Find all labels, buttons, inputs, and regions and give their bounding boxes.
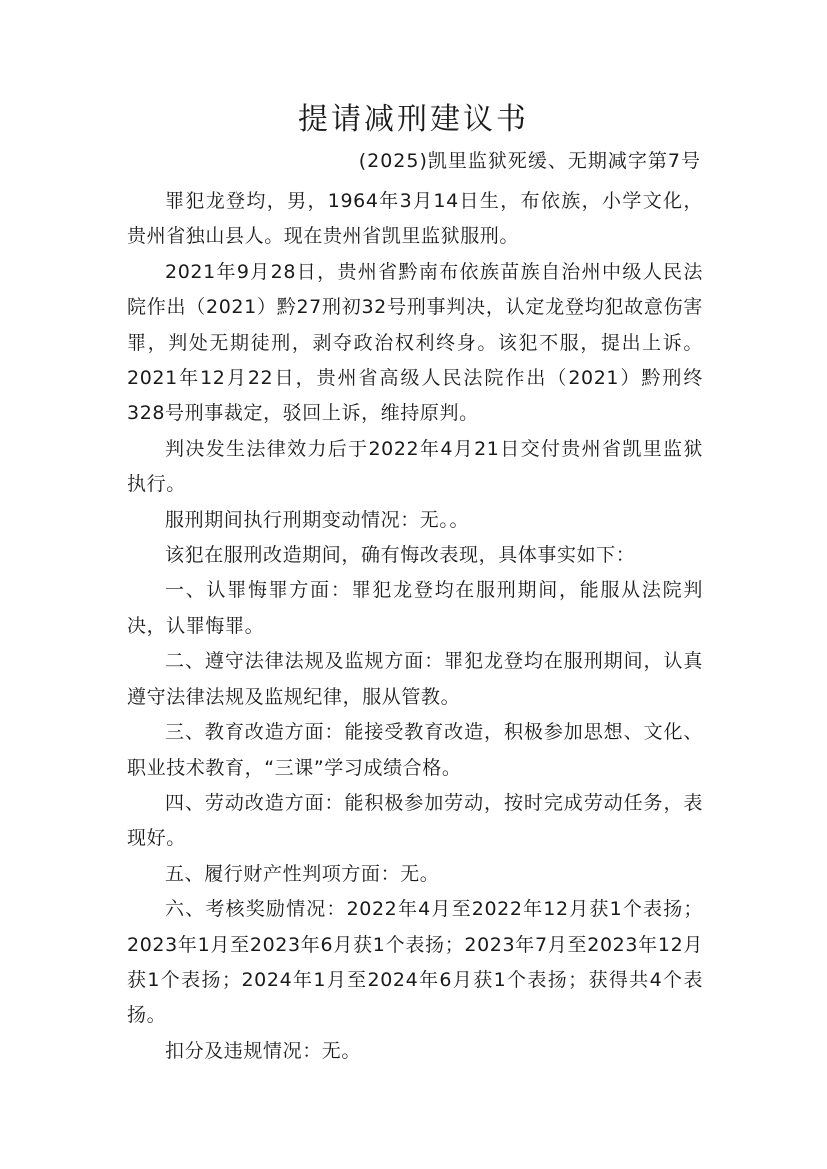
paragraph-education: 三、教育改造方面：能接受教育改造，积极参加思想、文化、职业技术教育，“三课”学习成绩合格。 (127, 721, 703, 779)
paragraph-violations: 扣分及违规情况：无。 (165, 1039, 362, 1062)
paragraph-discipline: 二、遵守法律法规及监规方面：罪犯龙登均在服刑期间，认真遵守法律法规及监规纪律，服从管教。 (127, 650, 703, 708)
paragraph-execution: 判决发生法律效力后于2022年4月21日交付贵州省凯里监狱执行。 (127, 437, 703, 496)
document-body (127, 184, 703, 1069)
paragraph-property: 五、履行财产性判项方面：无。 (165, 862, 440, 885)
paragraph-criminal-info: 罪犯龙登均，男，1964年3月14日生，布依族，小学文化，贵州省独山县人。现在贵州省凯里监狱服刑。 (127, 190, 703, 248)
paragraph-rewards: 六、考核奖励情况：2022年4月至2022年12月获1个表扬；2023年1月至2023年6月获1个表扬；2023年7月至2023年12月获1个表扬；2024年1月至2024年6月获1个表扬；获得共4个表扬。 (127, 898, 703, 1027)
paragraph-repentance: 一、认罪悔罪方面：罪犯龙登均在服刑期间，能服从法院判决，认罪悔罪。 (127, 579, 703, 637)
paragraph-judgment: 2021年9月28日，贵州省黔南布依族苗族自治州中级人民法院作出（2021）黔27刑初32号刑事判决，认定龙登均犯故意伤害罪，判处无期徒刑，剥夺政治权利终身。该犯不服，提出上诉。2021年12月22日，贵州省高级人民法院作出（2021）黔刑终328号刑事裁定，驳回上诉，维持原判。 (127, 260, 703, 425)
paragraph-sentence-change: 服刑期间执行刑期变动情况：无。。 (165, 508, 470, 531)
paragraph-facts-intro: 该犯在服刑改造期间，确有悔改表现，具体事实如下： (165, 544, 636, 567)
document-number: (2025)凯里监狱死缓、无期减字第7号 (358, 150, 701, 172)
paragraph-labor: 四、劳动改造方面：能积极参加劳动，按时完成劳动任务，表现好。 (127, 791, 703, 850)
document-title: 提请减刑建议书 (298, 102, 529, 137)
